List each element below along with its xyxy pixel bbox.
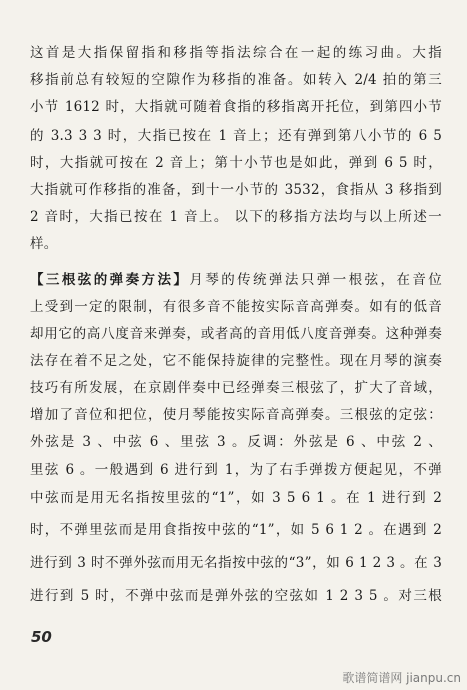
text-line: 中弦而是用无名指按里弦的“1”，如 3 5 6 1 。在 1 进行到 2 bbox=[30, 490, 442, 506]
watermark: 歌谱简谱网 jianpu.cn bbox=[342, 671, 461, 685]
text-line: 小节 1612 时，大指就可随着食指的移指离开托位，到第四小节 bbox=[30, 99, 442, 115]
text-line: 外弦是 3 、中弦 6 、里弦 3 。反调：外弦是 6 、中弦 2 、 bbox=[30, 434, 442, 450]
text-line: 大指就可作移指的准备，到十一小节的 3532，食指从 3 移指到 bbox=[30, 182, 442, 198]
section-heading: 【三根弦的弹奏方法】 bbox=[30, 272, 190, 288]
text-line: 技巧有所发展，在京剧伴奏中已经弹奏三根弦了，扩大了音域， bbox=[30, 380, 442, 396]
text-line: 移指前总有较短的空隙作为移指的准备。如转入 2/4 拍的第三 bbox=[30, 72, 442, 88]
text-line: 法存在着不足之处，它不能保持旋律的完整性。现在月琴的演奏 bbox=[30, 353, 442, 369]
text-line: 进行到 3 时不弹外弦而用无名指按中弦的“3”，如 6 1 2 3 。在 3 bbox=[30, 555, 442, 571]
text-line: 却用它的高八度音来弹奏，或者高的音用低八度音弹奏。这种弹奏 bbox=[30, 326, 442, 342]
text-line: 样。 bbox=[30, 236, 58, 252]
text-line: 增加了音位和把位，使月琴能按实际音高弹奏。三根弦的定弦： bbox=[30, 407, 442, 423]
text-line: 时，不弹里弦而是用食指按中弦的“1”，如 5 6 1 2 。在遇到 2 bbox=[30, 522, 442, 538]
text-line: 时，大指就可按在 2 音上；第十小节也是如此，弹到 6 5 时， bbox=[30, 155, 442, 171]
text-line: 2 音时，大指已按在 1 音上。 以下的移指方法均与以上所述一 bbox=[30, 209, 442, 225]
page-number: 50 bbox=[31, 628, 52, 646]
text-line: 进行到 5 时，不弹中弦而是弹外弦的空弦如 1 2 3 5 。对三根 bbox=[30, 588, 442, 604]
section-first-line bbox=[30, 272, 442, 288]
text-line: 里弦 6 。一般遇到 6 进行到 1，为了右手弹拨方便起见，不弹 bbox=[30, 462, 442, 478]
text-line: 的 3.3 3 3 时，大指已按在 1 音上；还有弹到第八小节的 6 5 bbox=[30, 128, 442, 144]
text-line: 上受到一定的限制，有很多音不能按实际音高弹奏。如有的低音 bbox=[30, 299, 442, 315]
section-first-line-text: 月琴的传统弹法只弹一根弦，在音位 bbox=[189, 272, 442, 288]
text-line: 这首是大指保留指和移指等指法综合在一起的练习曲。大指 bbox=[30, 45, 442, 61]
